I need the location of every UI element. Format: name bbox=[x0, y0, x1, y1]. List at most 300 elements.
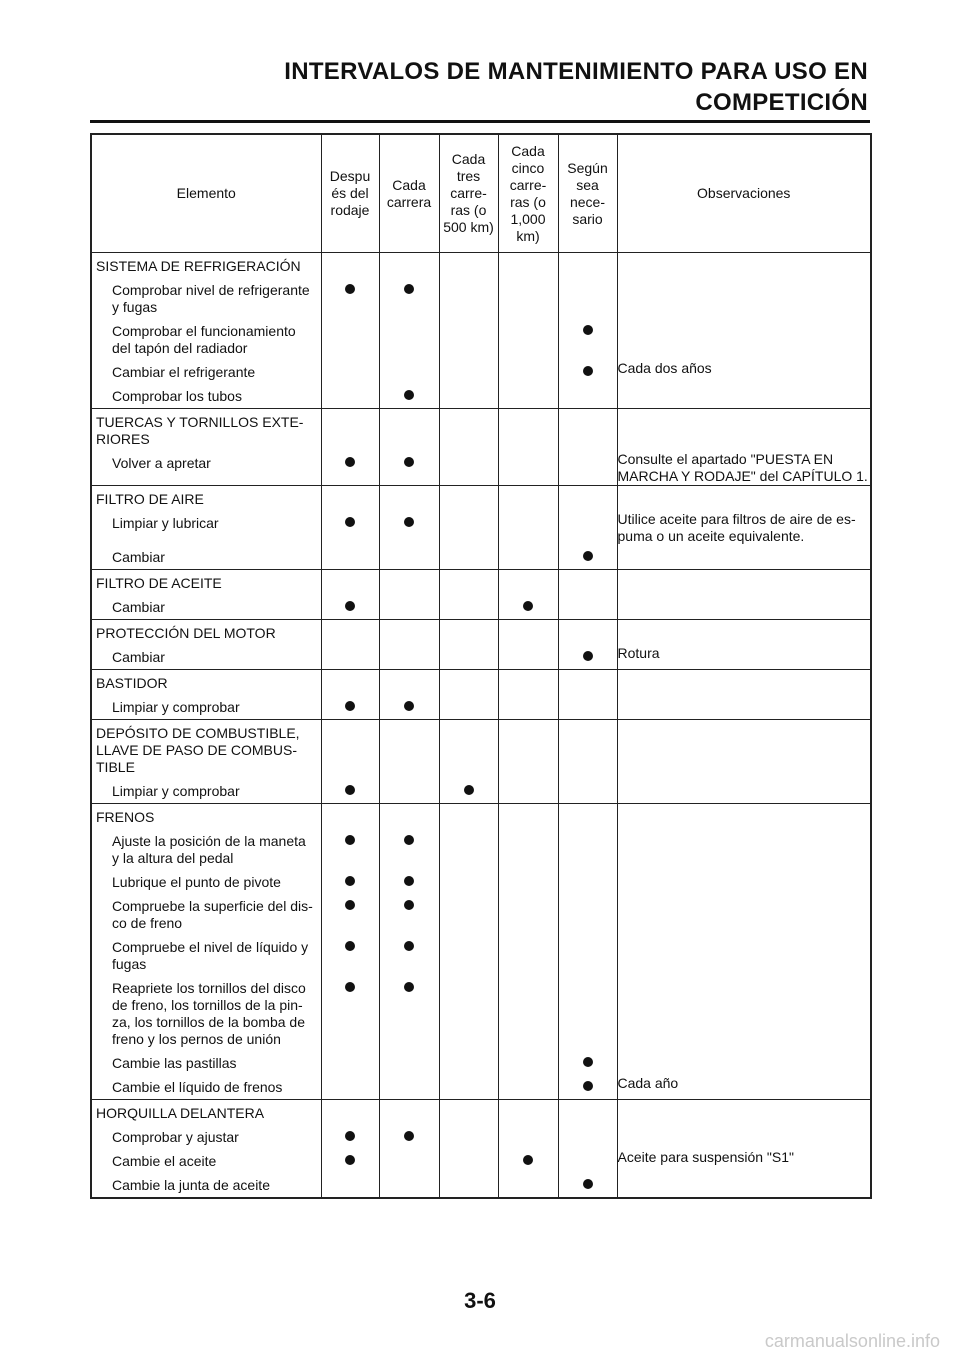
bullet-icon bbox=[404, 876, 414, 886]
bullet-icon bbox=[345, 835, 355, 845]
interval-cell-every-five-races bbox=[498, 870, 558, 894]
category-row bbox=[91, 1100, 871, 1126]
table-row bbox=[91, 1051, 871, 1075]
interval-cell-after-run-in bbox=[321, 1173, 379, 1198]
empty-cell bbox=[498, 486, 558, 512]
empty-cell bbox=[321, 620, 379, 646]
table-row bbox=[91, 870, 871, 894]
table-row bbox=[91, 384, 871, 409]
column-header-every-race: Cada carrera bbox=[379, 134, 439, 253]
item-cell bbox=[91, 384, 321, 409]
empty-cell bbox=[379, 620, 439, 646]
category-cell bbox=[91, 486, 321, 512]
interval-cell-every-race bbox=[379, 1051, 439, 1075]
empty-cell bbox=[617, 670, 871, 696]
empty-cell bbox=[379, 253, 439, 279]
interval-cell-every-race bbox=[379, 976, 439, 1051]
bullet-icon bbox=[345, 982, 355, 992]
remarks-cell bbox=[617, 894, 871, 935]
item-cell bbox=[91, 451, 321, 486]
interval-cell-every-race bbox=[379, 695, 439, 720]
interval-cell-as-needed bbox=[558, 278, 617, 319]
category-cell bbox=[91, 620, 321, 646]
empty-cell bbox=[379, 486, 439, 512]
interval-cell-every-five-races bbox=[498, 1051, 558, 1075]
column-header-remarks: Observaciones bbox=[617, 134, 871, 253]
interval-cell-every-five-races bbox=[498, 360, 558, 384]
item-cell bbox=[91, 278, 321, 319]
category-label: DEPÓSITO DE COMBUSTIBLE, LLAVE DE PASO DE COMBUS- TIBLE bbox=[96, 725, 300, 775]
interval-cell-after-run-in bbox=[321, 545, 379, 570]
remarks-cell bbox=[617, 1051, 871, 1075]
remarks-cell bbox=[617, 976, 871, 1051]
bullet-icon bbox=[345, 1131, 355, 1141]
remarks-cell: Rotura bbox=[617, 645, 871, 670]
bullet-icon bbox=[345, 785, 355, 795]
empty-cell bbox=[498, 253, 558, 279]
column-header-after-run-in: Despu és del rodaje bbox=[321, 134, 379, 253]
remarks-cell bbox=[617, 319, 871, 360]
category-row bbox=[91, 620, 871, 646]
interval-cell-every-three-races bbox=[439, 870, 498, 894]
interval-cell-every-five-races bbox=[498, 278, 558, 319]
remarks-cell bbox=[617, 278, 871, 319]
interval-cell-after-run-in bbox=[321, 695, 379, 720]
remarks-cell bbox=[617, 384, 871, 409]
item-label: Volver a apretar bbox=[112, 455, 211, 471]
table-row bbox=[91, 976, 871, 1051]
watermark: carmanualsonline.info bbox=[764, 1331, 940, 1351]
interval-cell-every-three-races bbox=[439, 1051, 498, 1075]
item-label: Cambie el líquido de frenos bbox=[112, 1079, 283, 1095]
item-label: Compruebe el nivel de líquido y fugas bbox=[112, 939, 309, 972]
remarks-cell bbox=[617, 829, 871, 870]
interval-cell-every-five-races bbox=[498, 829, 558, 870]
item-cell bbox=[91, 976, 321, 1051]
bullet-icon bbox=[404, 517, 414, 527]
bullet-icon bbox=[345, 941, 355, 951]
interval-cell-as-needed bbox=[558, 976, 617, 1051]
bullet-icon bbox=[345, 701, 355, 711]
interval-cell-after-run-in bbox=[321, 976, 379, 1051]
item-label: Cambiar bbox=[112, 599, 165, 615]
interval-cell-after-run-in bbox=[321, 595, 379, 620]
category-label: FILTRO DE AIRE bbox=[96, 491, 204, 507]
interval-cell-every-race bbox=[379, 360, 439, 384]
empty-cell bbox=[321, 804, 379, 830]
table-row bbox=[91, 695, 871, 720]
empty-cell bbox=[321, 486, 379, 512]
category-row bbox=[91, 720, 871, 780]
empty-cell bbox=[439, 720, 498, 780]
remarks-cell bbox=[617, 870, 871, 894]
interval-cell-as-needed bbox=[558, 645, 617, 670]
empty-cell bbox=[498, 570, 558, 596]
item-cell bbox=[91, 1173, 321, 1198]
item-label: Limpiar y comprobar bbox=[112, 783, 240, 799]
empty-cell bbox=[439, 670, 498, 696]
bullet-icon bbox=[583, 325, 593, 335]
interval-cell-every-race bbox=[379, 451, 439, 486]
empty-cell bbox=[558, 1100, 617, 1126]
interval-cell-after-run-in bbox=[321, 870, 379, 894]
empty-cell bbox=[439, 804, 498, 830]
table-row bbox=[91, 1125, 871, 1149]
category-cell bbox=[91, 253, 321, 279]
item-cell bbox=[91, 1075, 321, 1100]
interval-cell-as-needed bbox=[558, 935, 617, 976]
interval-cell-after-run-in bbox=[321, 829, 379, 870]
item-cell bbox=[91, 935, 321, 976]
empty-cell bbox=[617, 409, 871, 452]
empty-cell bbox=[321, 720, 379, 780]
empty-cell bbox=[498, 620, 558, 646]
table-row bbox=[91, 1173, 871, 1198]
bullet-icon bbox=[404, 982, 414, 992]
remarks-cell bbox=[617, 1173, 871, 1198]
interval-cell-every-race bbox=[379, 545, 439, 570]
interval-cell-every-race bbox=[379, 1075, 439, 1100]
interval-cell-every-race bbox=[379, 645, 439, 670]
item-cell bbox=[91, 645, 321, 670]
item-label: Comprobar los tubos bbox=[112, 388, 242, 404]
interval-cell-as-needed bbox=[558, 360, 617, 384]
interval-cell-every-five-races bbox=[498, 545, 558, 570]
page-title-line-2: COMPETICIÓN bbox=[695, 89, 868, 116]
bullet-icon bbox=[583, 1081, 593, 1091]
empty-cell bbox=[439, 570, 498, 596]
interval-cell-every-five-races bbox=[498, 976, 558, 1051]
category-cell bbox=[91, 1100, 321, 1126]
interval-cell-after-run-in bbox=[321, 1125, 379, 1149]
interval-cell-as-needed bbox=[558, 511, 617, 545]
interval-cell-as-needed bbox=[558, 595, 617, 620]
empty-cell bbox=[439, 620, 498, 646]
interval-cell-after-run-in bbox=[321, 360, 379, 384]
interval-cell-every-five-races bbox=[498, 779, 558, 804]
table-row bbox=[91, 1075, 871, 1100]
remarks-cell bbox=[617, 695, 871, 720]
interval-cell-every-race bbox=[379, 870, 439, 894]
bullet-icon bbox=[404, 1131, 414, 1141]
bullet-icon bbox=[345, 900, 355, 910]
interval-cell-every-race bbox=[379, 278, 439, 319]
interval-cell-every-three-races bbox=[439, 779, 498, 804]
remarks-cell bbox=[617, 545, 871, 570]
empty-cell bbox=[617, 1100, 871, 1126]
interval-cell-as-needed bbox=[558, 1051, 617, 1075]
interval-cell-every-three-races bbox=[439, 976, 498, 1051]
page-number: 3-6 bbox=[464, 1288, 496, 1313]
interval-cell-every-three-races bbox=[439, 1125, 498, 1149]
interval-cell-every-three-races bbox=[439, 511, 498, 545]
table-row bbox=[91, 645, 871, 670]
item-label: Limpiar y lubricar bbox=[112, 515, 219, 531]
empty-cell bbox=[498, 409, 558, 452]
item-label: Cambie la junta de aceite bbox=[112, 1177, 270, 1193]
interval-cell-after-run-in bbox=[321, 645, 379, 670]
interval-cell-as-needed bbox=[558, 870, 617, 894]
bullet-icon bbox=[583, 551, 593, 561]
category-row bbox=[91, 804, 871, 830]
item-label: Cambie el aceite bbox=[112, 1153, 217, 1169]
remarks-cell: Cada dos años bbox=[617, 360, 871, 384]
empty-cell bbox=[558, 720, 617, 780]
bullet-icon bbox=[345, 1155, 355, 1165]
interval-cell-as-needed bbox=[558, 829, 617, 870]
empty-cell bbox=[617, 720, 871, 780]
interval-cell-every-three-races bbox=[439, 451, 498, 486]
remarks-cell bbox=[617, 1125, 871, 1149]
interval-cell-as-needed bbox=[558, 695, 617, 720]
category-label: SISTEMA DE REFRIGERACIÓN bbox=[96, 258, 301, 274]
interval-cell-every-race bbox=[379, 935, 439, 976]
interval-cell-every-three-races bbox=[439, 894, 498, 935]
table-row bbox=[91, 829, 871, 870]
maintenance-table bbox=[90, 133, 872, 1199]
item-cell bbox=[91, 894, 321, 935]
column-header-as-needed: Según sea nece- sario bbox=[558, 134, 617, 253]
table-body bbox=[91, 253, 871, 1199]
empty-cell bbox=[321, 1100, 379, 1126]
interval-cell-every-race bbox=[379, 894, 439, 935]
bullet-icon bbox=[583, 366, 593, 376]
item-cell bbox=[91, 595, 321, 620]
table-row bbox=[91, 894, 871, 935]
empty-cell bbox=[379, 804, 439, 830]
empty-cell bbox=[498, 720, 558, 780]
empty-cell bbox=[617, 804, 871, 830]
column-header-every-five-races: Cada cinco carre- ras (o 1,000 km) bbox=[498, 134, 558, 253]
bullet-icon bbox=[404, 835, 414, 845]
bullet-icon bbox=[345, 517, 355, 527]
item-label: Comprobar y ajustar bbox=[112, 1129, 239, 1145]
interval-cell-as-needed bbox=[558, 384, 617, 409]
title-rule bbox=[90, 120, 870, 123]
interval-cell-every-five-races bbox=[498, 595, 558, 620]
item-label: Cambiar bbox=[112, 649, 165, 665]
item-label: Cambie las pastillas bbox=[112, 1055, 237, 1071]
empty-cell bbox=[617, 620, 871, 646]
empty-cell bbox=[558, 620, 617, 646]
item-cell bbox=[91, 779, 321, 804]
remarks-cell bbox=[617, 595, 871, 620]
empty-cell bbox=[498, 804, 558, 830]
item-cell bbox=[91, 695, 321, 720]
bullet-icon bbox=[404, 457, 414, 467]
empty-cell bbox=[379, 570, 439, 596]
table-row bbox=[91, 360, 871, 384]
interval-cell-every-three-races bbox=[439, 1173, 498, 1198]
remarks-cell: Consulte el apartado "PUESTA EN MARCHA Y RODAJE" del CAPÍTULO 1. bbox=[617, 451, 871, 486]
interval-cell-after-run-in bbox=[321, 511, 379, 545]
empty-cell bbox=[439, 486, 498, 512]
interval-cell-every-three-races bbox=[439, 645, 498, 670]
interval-cell-every-five-races bbox=[498, 695, 558, 720]
interval-cell-as-needed bbox=[558, 1125, 617, 1149]
interval-cell-after-run-in bbox=[321, 1051, 379, 1075]
header-row bbox=[91, 134, 871, 253]
category-cell bbox=[91, 670, 321, 696]
item-label: Cambiar el refrigerante bbox=[112, 364, 256, 380]
category-label: PROTECCIÓN DEL MOTOR bbox=[96, 625, 276, 641]
bullet-icon bbox=[523, 601, 533, 611]
interval-cell-every-five-races bbox=[498, 1149, 558, 1173]
empty-cell bbox=[379, 720, 439, 780]
bullet-icon bbox=[583, 1057, 593, 1067]
empty-cell bbox=[321, 253, 379, 279]
interval-cell-every-race bbox=[379, 1125, 439, 1149]
interval-cell-after-run-in bbox=[321, 935, 379, 976]
interval-cell-every-five-races bbox=[498, 1075, 558, 1100]
interval-cell-every-race bbox=[379, 1173, 439, 1198]
table-row bbox=[91, 511, 871, 545]
item-label: Comprobar el funcionamiento del tapón del radiador bbox=[112, 323, 296, 356]
category-label: FRENOS bbox=[96, 809, 155, 825]
interval-cell-after-run-in bbox=[321, 779, 379, 804]
bullet-icon bbox=[583, 1179, 593, 1189]
interval-cell-after-run-in bbox=[321, 451, 379, 486]
interval-cell-every-three-races bbox=[439, 384, 498, 409]
interval-cell-as-needed bbox=[558, 1149, 617, 1173]
interval-cell-every-five-races bbox=[498, 319, 558, 360]
interval-cell-as-needed bbox=[558, 894, 617, 935]
item-label: Limpiar y comprobar bbox=[112, 699, 240, 715]
empty-cell bbox=[558, 570, 617, 596]
item-label: Reapriete los tornillos del disco de freno, los tornillos de la pin- za, los tornillos de la bomba de freno y los pernos de unión bbox=[112, 980, 306, 1047]
item-cell bbox=[91, 511, 321, 545]
remarks-cell bbox=[617, 935, 871, 976]
item-label: Compruebe la superficie del dis- co de freno bbox=[112, 898, 313, 931]
empty-cell bbox=[439, 409, 498, 452]
bullet-icon bbox=[404, 701, 414, 711]
category-label: FILTRO DE ACEITE bbox=[96, 575, 222, 591]
item-label: Lubrique el punto de pivote bbox=[112, 874, 281, 890]
item-cell bbox=[91, 545, 321, 570]
interval-cell-every-race bbox=[379, 1149, 439, 1173]
interval-cell-every-three-races bbox=[439, 595, 498, 620]
empty-cell bbox=[321, 409, 379, 452]
empty-cell bbox=[558, 486, 617, 512]
interval-cell-after-run-in bbox=[321, 894, 379, 935]
table-row bbox=[91, 595, 871, 620]
interval-cell-as-needed bbox=[558, 779, 617, 804]
bullet-icon bbox=[345, 601, 355, 611]
category-cell bbox=[91, 804, 321, 830]
category-row bbox=[91, 253, 871, 279]
empty-cell bbox=[379, 1100, 439, 1126]
category-cell bbox=[91, 720, 321, 780]
category-cell bbox=[91, 570, 321, 596]
bullet-icon bbox=[345, 876, 355, 886]
item-label: Comprobar nivel de refrigerante y fugas bbox=[112, 282, 310, 315]
empty-cell bbox=[558, 670, 617, 696]
remarks-cell: Aceite para suspensión "S1" bbox=[617, 1149, 871, 1173]
interval-cell-every-five-races bbox=[498, 894, 558, 935]
remarks-cell bbox=[617, 779, 871, 804]
bullet-icon bbox=[523, 1155, 533, 1165]
bullet-icon bbox=[583, 651, 593, 661]
category-label: BASTIDOR bbox=[96, 675, 168, 691]
table-row bbox=[91, 319, 871, 360]
interval-cell-every-five-races bbox=[498, 1173, 558, 1198]
interval-cell-every-five-races bbox=[498, 384, 558, 409]
table-row bbox=[91, 1149, 871, 1173]
empty-cell bbox=[617, 570, 871, 596]
bullet-icon bbox=[404, 284, 414, 294]
interval-cell-every-race bbox=[379, 511, 439, 545]
empty-cell bbox=[498, 670, 558, 696]
empty-cell bbox=[617, 486, 871, 512]
empty-cell bbox=[379, 670, 439, 696]
table-row bbox=[91, 935, 871, 976]
item-cell bbox=[91, 1149, 321, 1173]
empty-cell bbox=[321, 570, 379, 596]
interval-cell-every-five-races bbox=[498, 511, 558, 545]
interval-cell-every-race bbox=[379, 829, 439, 870]
interval-cell-every-three-races bbox=[439, 829, 498, 870]
bullet-icon bbox=[404, 390, 414, 400]
interval-cell-every-race bbox=[379, 779, 439, 804]
interval-cell-as-needed bbox=[558, 545, 617, 570]
bullet-icon bbox=[404, 900, 414, 910]
item-cell bbox=[91, 360, 321, 384]
page-title-line-1: INTERVALOS DE MANTENIMIENTO PARA USO EN bbox=[284, 58, 868, 85]
category-label: TUERCAS Y TORNILLOS EXTE- RIORES bbox=[96, 414, 304, 447]
interval-cell-every-race bbox=[379, 319, 439, 360]
remarks-cell: Utilice aceite para filtros de aire de es- puma o un aceite equivalente. bbox=[617, 511, 871, 545]
empty-cell bbox=[321, 670, 379, 696]
table-row bbox=[91, 545, 871, 570]
table-row bbox=[91, 779, 871, 804]
bullet-icon bbox=[345, 457, 355, 467]
interval-cell-after-run-in bbox=[321, 1075, 379, 1100]
empty-cell bbox=[498, 1100, 558, 1126]
empty-cell bbox=[558, 409, 617, 452]
interval-cell-as-needed bbox=[558, 1173, 617, 1198]
interval-cell-after-run-in bbox=[321, 1149, 379, 1173]
interval-cell-every-three-races bbox=[439, 1075, 498, 1100]
category-row bbox=[91, 486, 871, 512]
interval-cell-every-three-races bbox=[439, 695, 498, 720]
empty-cell bbox=[558, 804, 617, 830]
column-header-element: Elemento bbox=[91, 134, 321, 253]
category-row bbox=[91, 409, 871, 452]
item-cell bbox=[91, 1051, 321, 1075]
item-cell bbox=[91, 829, 321, 870]
interval-cell-every-five-races bbox=[498, 645, 558, 670]
empty-cell bbox=[558, 253, 617, 279]
table-row bbox=[91, 451, 871, 486]
interval-cell-every-five-races bbox=[498, 1125, 558, 1149]
remarks-cell: Cada año bbox=[617, 1075, 871, 1100]
interval-cell-every-three-races bbox=[439, 935, 498, 976]
interval-cell-every-three-races bbox=[439, 278, 498, 319]
interval-cell-every-race bbox=[379, 595, 439, 620]
empty-cell bbox=[439, 253, 498, 279]
interval-cell-as-needed bbox=[558, 1075, 617, 1100]
interval-cell-as-needed bbox=[558, 319, 617, 360]
interval-cell-every-three-races bbox=[439, 360, 498, 384]
item-label: Cambiar bbox=[112, 549, 165, 565]
interval-cell-after-run-in bbox=[321, 278, 379, 319]
category-row bbox=[91, 570, 871, 596]
interval-cell-after-run-in bbox=[321, 319, 379, 360]
interval-cell-as-needed bbox=[558, 451, 617, 486]
interval-cell-every-three-races bbox=[439, 319, 498, 360]
interval-cell-after-run-in bbox=[321, 384, 379, 409]
interval-cell-every-three-races bbox=[439, 545, 498, 570]
